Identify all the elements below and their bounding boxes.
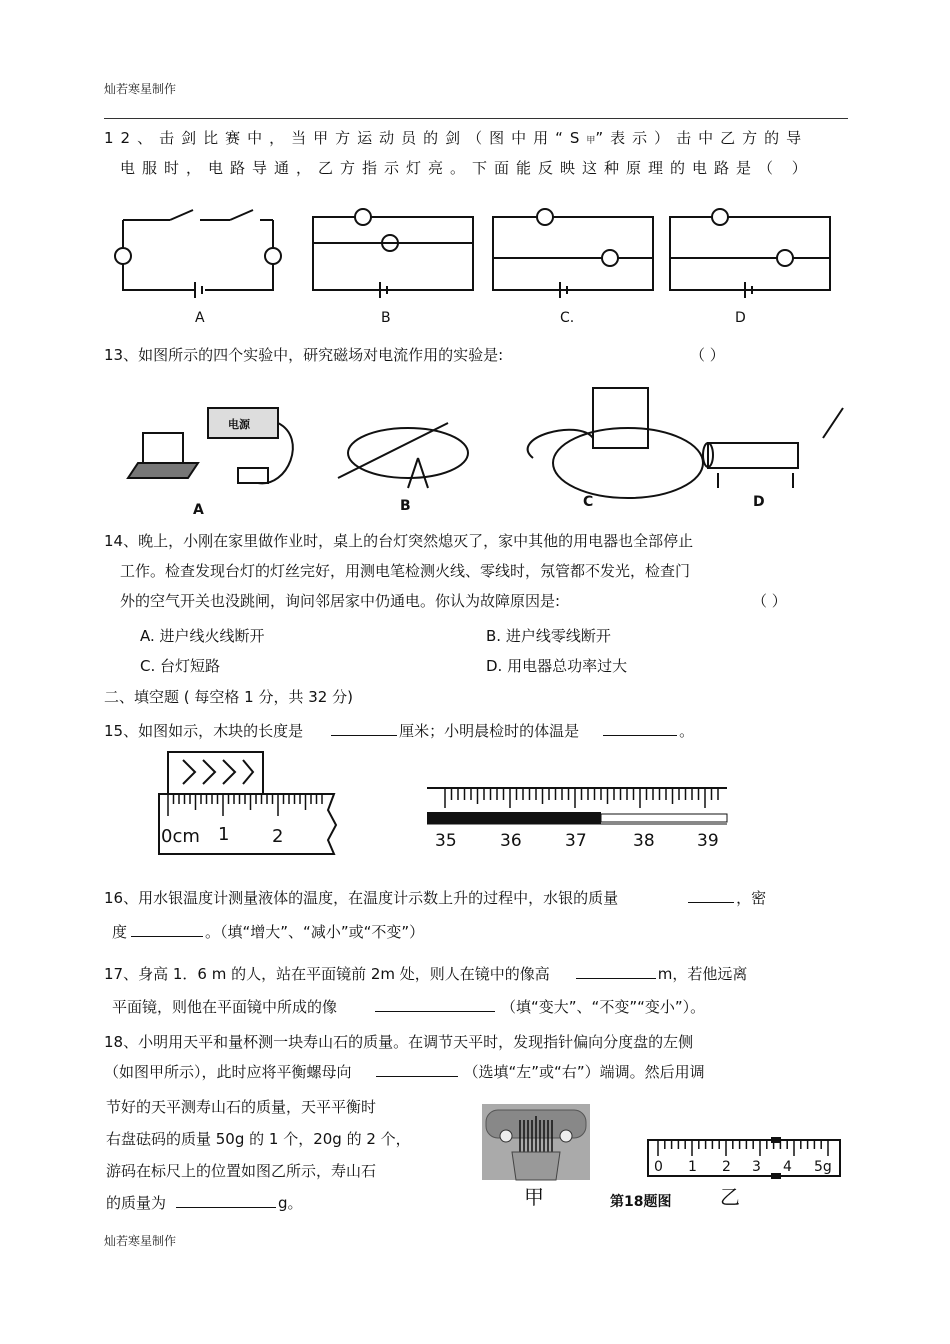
scale-label-1: 1 bbox=[688, 1159, 697, 1175]
q15-ruler-figure bbox=[158, 750, 343, 858]
q17-line1: 17、身高 1．6 m 的人，站在平面镜前 2m 处，则人在镜中的像高 m，若他远离 bbox=[104, 959, 747, 989]
q18-line3: 节好的天平测寿山石的质量，天平平衡时 bbox=[106, 1098, 377, 1116]
ruler-label-2: 2 bbox=[272, 826, 284, 847]
scale-label-4: 4 bbox=[783, 1159, 792, 1175]
page-footer: 灿若寒星制作 bbox=[104, 1234, 177, 1248]
ruler-label-0cm: 0cm bbox=[161, 826, 200, 847]
q13-power-label: 电源 bbox=[228, 418, 250, 431]
rider-marker-top bbox=[771, 1137, 781, 1143]
q17-blank-image[interactable] bbox=[375, 995, 495, 1012]
q15-thermometer-figure bbox=[425, 784, 730, 854]
q17-blank-height[interactable] bbox=[576, 962, 656, 979]
q14-line2: 工作。检查发现台灯的灯丝完好，用测电笔检测火线、零线时，氖管都不发光，检查门 bbox=[120, 562, 691, 580]
q18-blank-direction[interactable] bbox=[376, 1060, 458, 1077]
q14-option-d: D. 用电器总功率过大 bbox=[486, 657, 628, 675]
thermo-label-39: 39 bbox=[697, 831, 719, 851]
q17-line2: 平面镜，则他在平面镜中所成的像 （填“变大”、“不变”“变小”）。 bbox=[112, 992, 705, 1022]
q14-line3: 外的空气开关也没跳闸，询问邻居家中仍通电。你认为故障原因是: bbox=[120, 592, 561, 610]
q15-blank-length[interactable] bbox=[331, 719, 397, 736]
q16-line2: 度 。（填“增大”、“减小”或“不变”） bbox=[112, 917, 424, 947]
page-header: 灿若寒星制作 bbox=[104, 82, 177, 96]
thermo-label-35: 35 bbox=[435, 831, 457, 851]
thermo-label-37: 37 bbox=[565, 831, 587, 851]
q14-line1: 14、晚上，小刚在家里做作业时，桌上的台灯突然熄灭了，家中其他的用电器也全部停止 bbox=[104, 532, 694, 550]
q12-label-a: A bbox=[195, 310, 205, 326]
scale-label-5g: 5g bbox=[814, 1159, 832, 1175]
q12-line2: 电服时，电路导通，乙方指示灯亮。下面能反映这种原理的电路是（ ） bbox=[120, 159, 814, 177]
q13-label-d: D bbox=[753, 494, 765, 510]
ruler-label-1: 1 bbox=[218, 824, 230, 845]
q16-blank-density[interactable] bbox=[131, 920, 203, 937]
scale-label-3: 3 bbox=[752, 1159, 761, 1175]
scale-label-0: 0 bbox=[654, 1159, 663, 1175]
q18-figure bbox=[478, 1100, 848, 1212]
q15-blank-temperature[interactable] bbox=[603, 719, 677, 736]
q13-experiments-figure bbox=[108, 378, 848, 518]
q18-line1: 18、小明用天平和量杯测一块寿山石的质量。在调节天平时，发现指针偏向分度盘的左侧 bbox=[104, 1033, 694, 1051]
q12-line1: 12、击剑比赛中，当甲方运动员的剑（图中用“S甲”表示）击中乙方的导 bbox=[104, 129, 809, 147]
q12-label-d: D bbox=[735, 310, 746, 326]
q18-line4: 右盘砝码的质量 50g 的 1 个，20g 的 2 个， bbox=[106, 1130, 411, 1148]
q13-text: 13、如图所示的四个实验中，研究磁场对电流作用的实验是: bbox=[104, 346, 504, 364]
q18-line6: 的质量为 g。 bbox=[106, 1188, 303, 1218]
fig-label-jia: 甲 bbox=[524, 1185, 544, 1209]
thermo-label-38: 38 bbox=[633, 831, 655, 851]
fig-label-yi: 乙 bbox=[720, 1185, 740, 1209]
q14-option-c: C. 台灯短路 bbox=[140, 657, 221, 675]
q15-text: 15、如图如示，木块的长度是 厘米；小明晨检时的体温是 。 bbox=[104, 716, 694, 746]
thermo-label-36: 36 bbox=[500, 831, 522, 851]
section-2-heading: 二、填空题 ( 每空格 1 分，共 32 分) bbox=[104, 688, 353, 706]
rider-marker-bottom bbox=[771, 1173, 781, 1179]
q16-blank-mass[interactable] bbox=[688, 886, 734, 903]
q13-label-a: A bbox=[193, 502, 204, 518]
q13-label-b: B bbox=[400, 498, 411, 514]
q14-option-b: B. 进户线零线断开 bbox=[486, 627, 611, 645]
scale-label-2: 2 bbox=[722, 1159, 731, 1175]
q14-option-a: A. 进户线火线断开 bbox=[140, 627, 265, 645]
header-rule bbox=[104, 118, 848, 119]
q18-line5: 游码在标尺上的位置如图乙所示，寿山石 bbox=[106, 1162, 377, 1180]
q18-line2: （如图甲所示），此时应将平衡螺母向 （选填“左”或“右”）端调。然后用调 bbox=[104, 1057, 705, 1087]
q12-circuit-figure bbox=[105, 190, 845, 330]
q12-label-b: B bbox=[381, 310, 391, 326]
q18-blank-mass[interactable] bbox=[176, 1191, 276, 1208]
q12-label-c: C. bbox=[560, 310, 575, 326]
q13-label-c: C bbox=[583, 494, 594, 510]
q14-answer-paren: （ ） bbox=[752, 592, 787, 610]
fig-caption: 第18题图 bbox=[610, 1194, 672, 1210]
q16-line1: 16、用水银温度计测量液体的温度，在温度计示数上升的过程中，水银的质量 ，密 bbox=[104, 883, 766, 913]
q13-answer-paren: （ ） bbox=[690, 346, 725, 364]
